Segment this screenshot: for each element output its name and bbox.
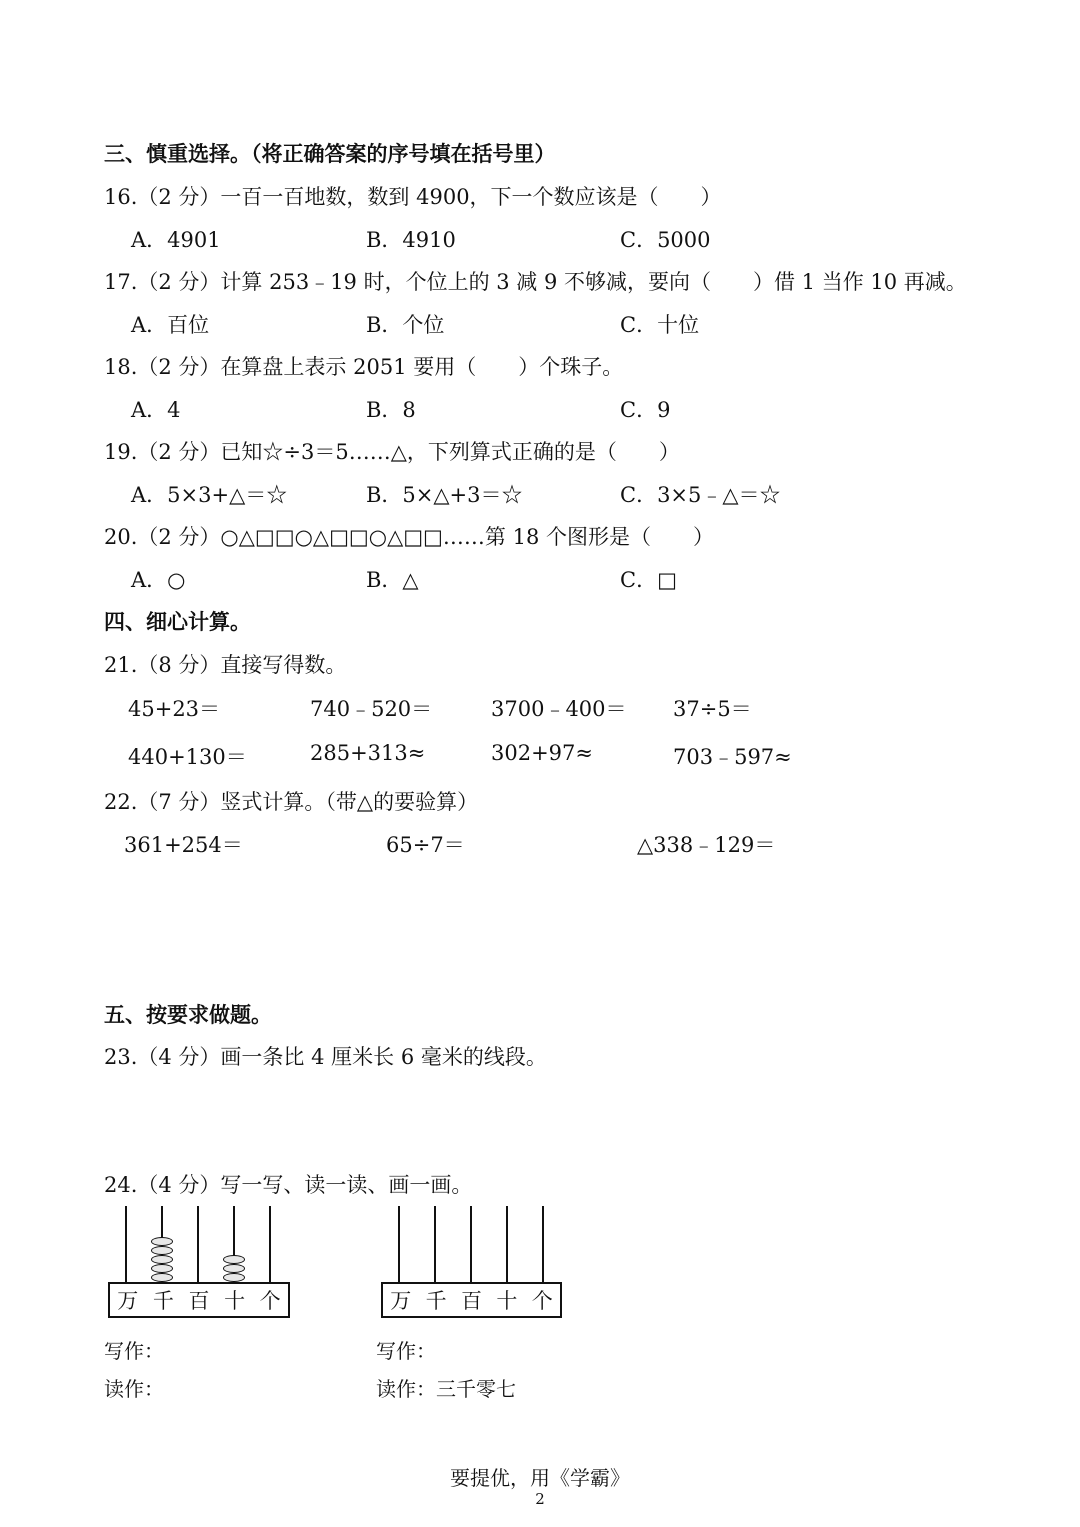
place-label-shi: 十 [224,1289,246,1313]
footer-slogan: 要提优，用《学霸》 [450,1466,630,1490]
abacus-bead [151,1264,173,1273]
q19-option-c: C．3×5﹣△＝☆ [620,483,781,507]
abacus-rod [269,1206,271,1282]
q16-option-a: A．4901 [131,228,221,252]
q19-option-b: B．5×△+3＝☆ [366,483,523,507]
q17-option-a: A．百位 [131,313,210,337]
abacus-bead [223,1255,245,1264]
q17-option-c: C．十位 [620,313,700,337]
question-24: 24.（4 分）写一写、读一读、画一画。 [104,1173,473,1197]
abacus-bead [223,1273,245,1282]
left-write-label: 写作： [104,1339,164,1363]
place-label-bai: 百 [460,1289,482,1313]
page-number: 2 [535,1490,545,1508]
q16-option-b: B．4910 [366,228,456,252]
right-read-label: 读作：三千零七 [376,1377,516,1401]
vertical-calc-item: 361+254＝ [124,833,243,857]
vertical-calc-item: △338﹣129＝ [637,833,776,857]
calc-item: 37÷5＝ [673,697,752,721]
question-22: 22.（7 分）竖式计算。（带△的要验算） [104,790,479,814]
place-label-qian: 千 [425,1289,447,1313]
abacus-bead [151,1237,173,1246]
question-19: 19.（2 分）已知☆÷3＝5……△，下列算式正确的是（ ） [104,440,680,464]
question-18: 18.（2 分）在算盘上表示 2051 要用（ ）个珠子。 [104,355,624,379]
q20-option-a: A．○ [131,568,186,592]
place-label-wan: 万 [390,1289,412,1313]
q16-option-c: C．5000 [620,228,711,252]
q20-option-c: C．□ [620,568,677,592]
calc-item: 703﹣597≈ [673,745,792,769]
place-label-wan: 万 [117,1289,139,1313]
calc-item: 3700﹣400＝ [491,697,627,721]
place-label-ge: 个 [531,1289,553,1313]
section-5-title: 五、按要求做题。 [104,1002,272,1027]
abacus-left [108,1206,290,1318]
question-16: 16.（2 分）一百一百地数，数到 4900，下一个数应该是（ ） [104,185,722,209]
question-21: 21.（8 分）直接写得数。 [104,653,347,677]
vertical-calc-item: 65÷7＝ [386,833,465,857]
section-3-title: 三、慎重选择。（将正确答案的序号填在括号里） [104,141,556,166]
abacus-rod [434,1206,436,1282]
abacus-rod [506,1206,508,1282]
q18-option-b: B．8 [366,398,416,422]
q18-option-a: A．4 [131,398,181,422]
abacus-bead [151,1273,173,1282]
calc-item: 45+23＝ [128,697,221,721]
question-20: 20.（2 分）○△□□○△□□○△□□……第 18 个图形是（ ） [104,525,714,549]
abacus-rod [542,1206,544,1282]
abacus-right [381,1206,562,1318]
abacus-bead [151,1246,173,1255]
abacus-rod [197,1206,199,1282]
q20-option-b: B．△ [366,568,419,592]
section-4-title: 四、细心计算。 [104,609,251,634]
question-17: 17.（2 分）计算 253﹣19 时，个位上的 3 减 9 不够减，要向（ ）借 1 当作 10 再减。 [104,270,967,294]
place-label-qian: 千 [152,1289,174,1313]
calc-item: 285+313≈ [310,741,426,765]
calc-item: 740﹣520＝ [310,697,433,721]
abacus-rod [125,1206,127,1282]
abacus-bead [223,1264,245,1273]
question-23: 23.（4 分）画一条比 4 厘米长 6 毫米的线段。 [104,1045,547,1069]
calc-item: 302+97≈ [491,741,593,765]
place-label-shi: 十 [496,1289,518,1313]
place-value-box [381,1282,562,1318]
abacus-rod [398,1206,400,1282]
place-value-box [108,1282,290,1318]
q19-option-a: A．5×3+△＝☆ [131,483,288,507]
place-label-ge: 个 [259,1289,281,1313]
abacus-rod [470,1206,472,1282]
abacus-bead [151,1255,173,1264]
right-write-label: 写作： [376,1339,436,1363]
place-label-bai: 百 [188,1289,210,1313]
left-read-label: 读作： [104,1377,164,1401]
q17-option-b: B．个位 [366,313,445,337]
calc-item: 440+130＝ [128,745,247,769]
q18-option-c: C．9 [620,398,671,422]
